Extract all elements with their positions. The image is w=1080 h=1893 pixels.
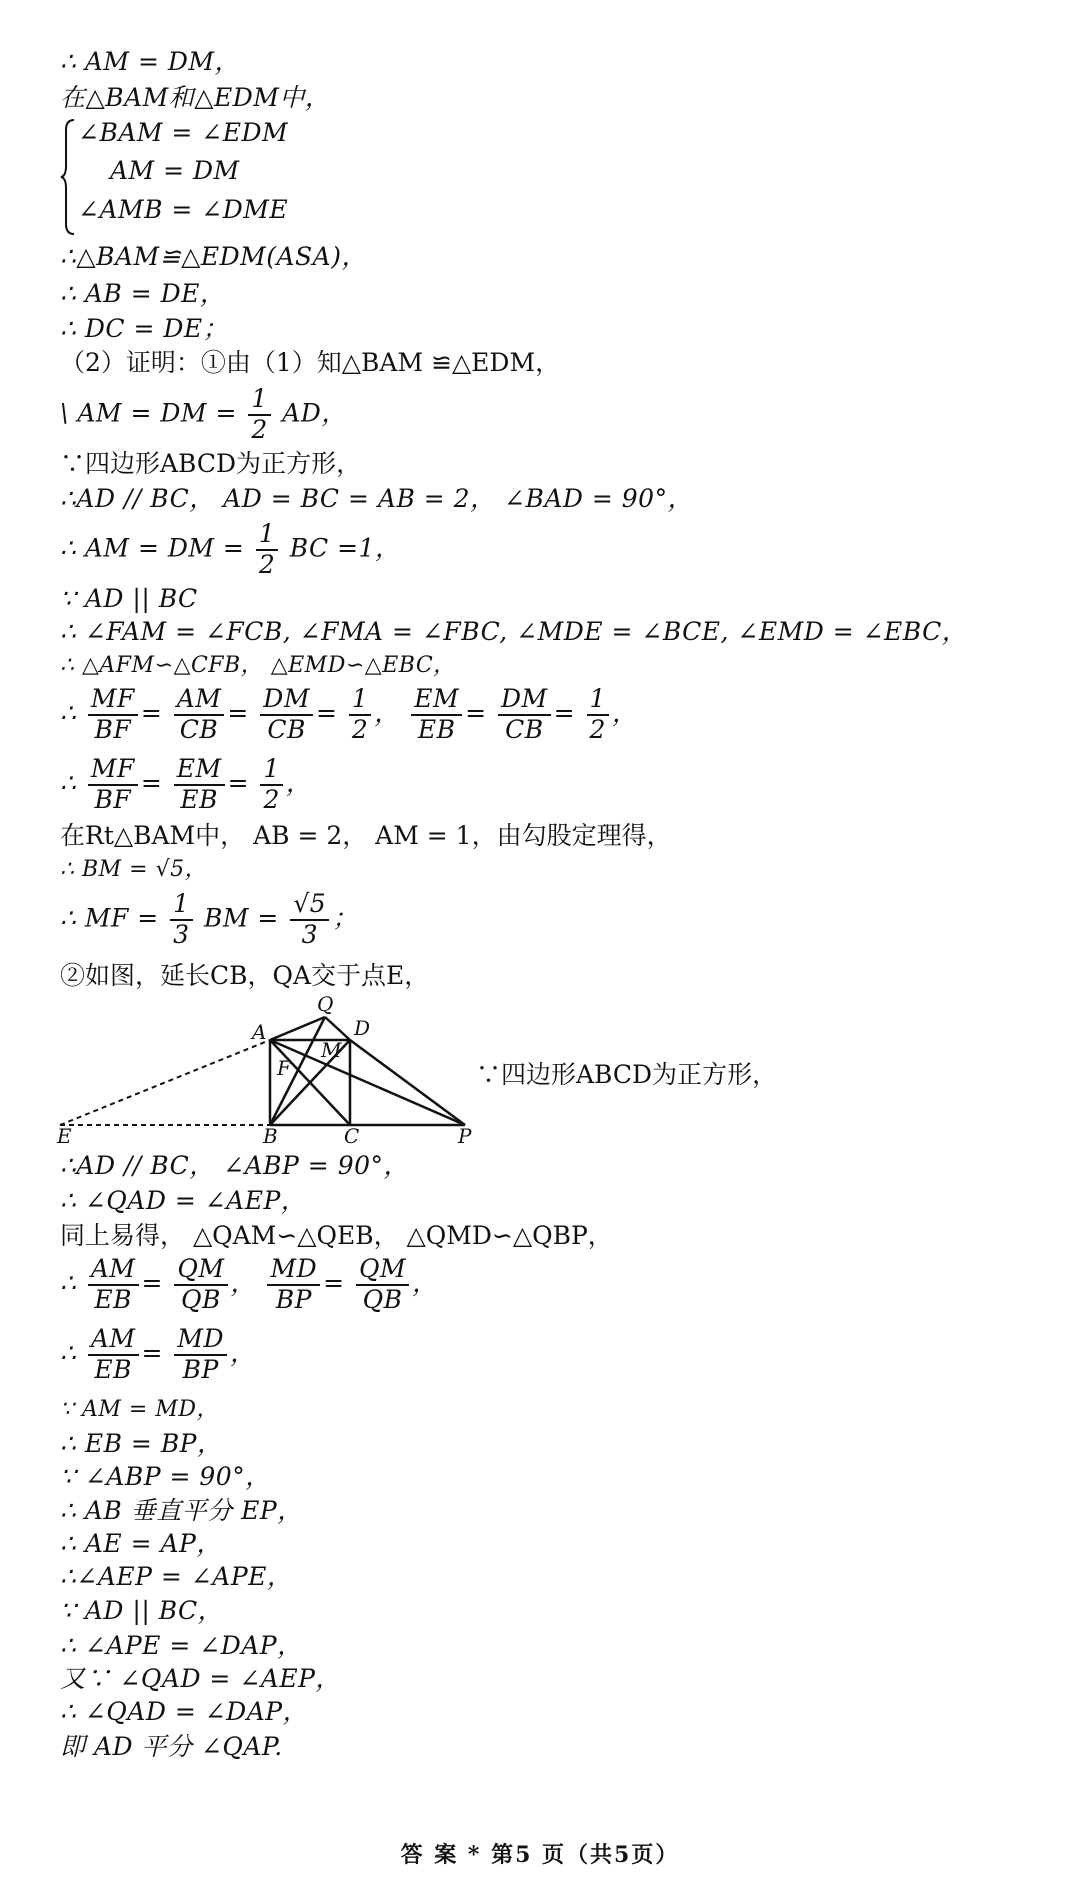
geometry-diagram bbox=[55, 995, 475, 1145]
fraction-half: $\frac{1}{2}$ bbox=[349, 685, 371, 745]
line-ad-bc-abp: ∴AD // BC， ∠ABP = 90°， bbox=[60, 1151, 410, 1180]
fraction-half: $\frac{1}{2}$ bbox=[587, 685, 609, 745]
line-mf-value: ∴ MF = $\frac{1}{3}$ BM = $\frac{√5}{3}$ ； bbox=[60, 889, 358, 949]
line-ad-parallel-bc-2: ∵ AD || BC， bbox=[60, 1596, 224, 1625]
line-qad-aep: ∴ ∠QAD = ∠AEP， bbox=[60, 1186, 307, 1215]
fraction-mf-bf: $\frac{MF}{BF}$ bbox=[88, 685, 138, 745]
line-square-note: ∵四边形ABCD为正方形， bbox=[476, 1060, 778, 1089]
segment-aq bbox=[270, 1017, 325, 1040]
label-m: M bbox=[321, 1038, 342, 1062]
fraction-md-bp: $\frac{MD}{BP}$ bbox=[174, 1325, 227, 1385]
segment-ea-dashed bbox=[60, 1040, 270, 1125]
line-similar-triangles: ∴ △AFM∽△CFB， △EMD∽△EBC， bbox=[60, 653, 456, 678]
system-line-3: ∠AMB = ∠DME bbox=[78, 195, 289, 224]
brace-icon bbox=[60, 118, 76, 236]
line-ad-bc: ∵ AD || BC bbox=[60, 584, 198, 613]
line-perpendicular-bisector: ∴ AB 垂直平分 EP， bbox=[60, 1496, 303, 1525]
fraction-half: $\frac{1}{2}$ bbox=[260, 755, 282, 815]
line-right-triangle: 在Rt△BAM中， AB = 2， AM = 1，由勾股定理得， bbox=[60, 821, 672, 850]
line-qad-dap: ∴ ∠QAD = ∠DAP， bbox=[60, 1697, 309, 1726]
line-dc-eq-de: ∴ DC = DE； bbox=[60, 314, 229, 343]
fraction-third: $\frac{1}{3}$ bbox=[170, 890, 192, 950]
line-q-ratios: ∴ $\frac{AM}{EB}$ = $\frac{QM}{QB}$ ， $\frac{MD}{BP}$ = $\frac{QM}{QB}$ ， bbox=[60, 1254, 438, 1314]
fraction-am-eb: $\frac{AM}{EB}$ bbox=[88, 1255, 139, 1315]
line-similar-q: 同上易得， △QAM∽△QEB， △QMD∽△QBP， bbox=[60, 1221, 613, 1250]
line-in-triangles: 在△BAM和△EDM中， bbox=[60, 83, 331, 112]
fraction-em-eb: $\frac{EM}{EB}$ bbox=[174, 755, 225, 815]
line-congruent: ∴△BAM≌△EDM(ASA)， bbox=[60, 242, 367, 271]
fraction-dm-cb: $\frac{DM}{CB}$ bbox=[260, 685, 313, 745]
label-b: B bbox=[263, 1124, 278, 1145]
label-q: Q bbox=[317, 995, 334, 1016]
line-am-eq-md: ∵ AM = MD， bbox=[60, 1397, 219, 1422]
label-f: F bbox=[277, 1056, 291, 1080]
line-aep-ape: ∴∠AEP = ∠APE， bbox=[60, 1562, 293, 1591]
fraction-am-cb: $\frac{AM}{CB}$ bbox=[174, 685, 225, 745]
fraction-em-eb: $\frac{EM}{EB}$ bbox=[411, 685, 462, 745]
line-am-half-bc: ∴ AM = DM = $\frac{1}{2}$ BC =1， bbox=[60, 519, 401, 579]
line-eb-eq-bp: ∴ EB = BP， bbox=[60, 1429, 223, 1458]
line-qad-aep-again: 又∵ ∠QAD = ∠AEP， bbox=[60, 1664, 341, 1693]
line-ae-eq-ap: ∴ AE = AP， bbox=[60, 1529, 222, 1558]
line-ab-eq-de: ∴ AB = DE， bbox=[60, 279, 226, 308]
segment-qd bbox=[325, 1017, 350, 1040]
label-d: D bbox=[354, 1016, 371, 1040]
fraction-md-bp: $\frac{MD}{BP}$ bbox=[267, 1255, 320, 1315]
line-ad-parallel-bc: ∴AD // BC， AD = BC = AB = 2， ∠BAD = 90°， bbox=[60, 484, 694, 513]
line-ape-dap: ∴ ∠APE = ∠DAP， bbox=[60, 1631, 303, 1660]
line-part2-intro: （2）证明：①由（1）知△BAM ≌△EDM， bbox=[60, 348, 561, 377]
label-p: P bbox=[458, 1124, 472, 1145]
fraction-sqrt5-3: $\frac{√5}{3}$ bbox=[290, 890, 329, 950]
line-am-eq-dm: ∴ AM = DM， bbox=[60, 47, 240, 76]
line-angles-equal: ∴ ∠FAM = ∠FCB, ∠FMA = ∠FBC, ∠MDE = ∠BCE, ∠EMD = ∠EBC， bbox=[60, 617, 968, 646]
label-a: A bbox=[252, 1020, 267, 1044]
fraction-half: $\frac{1}{2}$ bbox=[256, 520, 278, 580]
line-square: ∵四边形ABCD为正方形， bbox=[60, 449, 362, 478]
fraction-qm-qb: $\frac{QM}{QB}$ bbox=[356, 1255, 409, 1315]
line-abp-90: ∵ ∠ABP = 90°， bbox=[60, 1462, 271, 1491]
fraction-qm-qb: $\frac{QM}{QB}$ bbox=[174, 1255, 227, 1315]
line-extend: ②如图，延长CB，QA交于点E， bbox=[60, 961, 430, 990]
line-am-eb-md-bp: ∴ $\frac{AM}{EB}$ = $\frac{MD}{BP}$ ， bbox=[60, 1324, 256, 1384]
label-e: E bbox=[57, 1124, 72, 1145]
system-line-2: AM = DM bbox=[110, 156, 240, 185]
line-am-half-ad: \ AM = DM = $\frac{1}{2}$ AD， bbox=[60, 384, 347, 444]
label-c: C bbox=[344, 1124, 360, 1145]
page-footer: 答 案 * 第5 页（共5页） bbox=[400, 1842, 680, 1868]
fraction-mf-bf: $\frac{MF}{BF}$ bbox=[88, 755, 138, 815]
fraction-dm-cb: $\frac{DM}{CB}$ bbox=[498, 685, 551, 745]
line-conclusion: 即 AD 平分 ∠QAP. bbox=[60, 1732, 283, 1761]
line-ratios-2: ∴ $\frac{MF}{BF}$ = $\frac{EM}{EB}$ = $\frac{1}{2}$ ， bbox=[60, 754, 312, 814]
line-bm-sqrt5: ∴ BM = √5， bbox=[60, 857, 208, 882]
system-line-1: ∠BAM = ∠EDM bbox=[78, 118, 289, 147]
line-ratios-1: ∴ $\frac{MF}{BF}$ = $\frac{AM}{CB}$ = $\frac{DM}{CB}$ = $\frac{1}{2}$ ， $\frac{EM}{EB}$ = $\frac{DM}{CB}$ = $\frac{1}{2}$ ， bbox=[60, 684, 638, 744]
fraction-half: $\frac{1}{2}$ bbox=[248, 385, 270, 445]
fraction-am-eb: $\frac{AM}{EB}$ bbox=[88, 1325, 139, 1385]
